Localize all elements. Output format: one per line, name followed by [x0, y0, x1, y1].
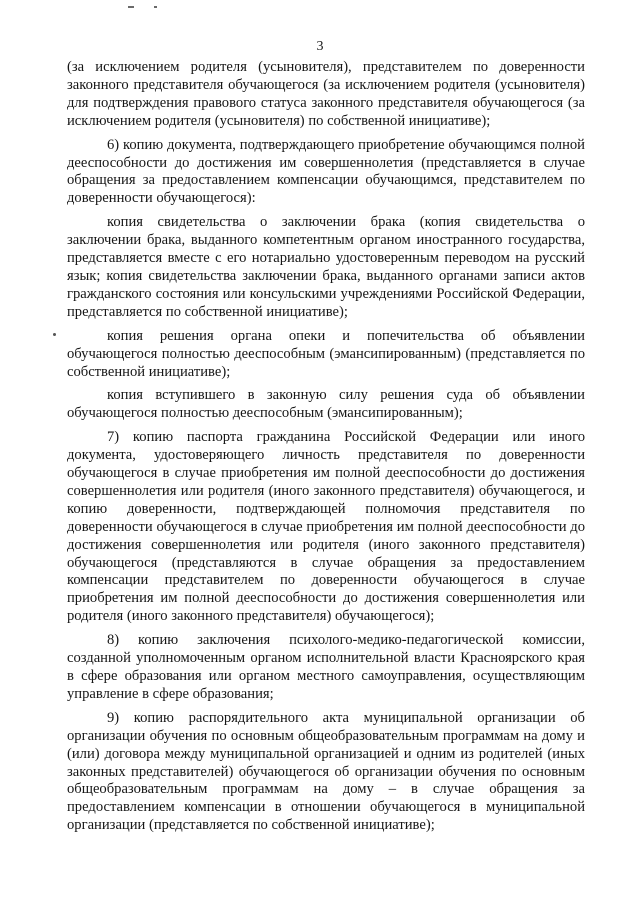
- scan-artifact-dot: [53, 333, 56, 336]
- paragraph-item-6: 6) копию документа, подтверждающего приобретение обучающимся полной дееспособности до достижения им совершеннолетия (представляется в случае обращения за предоставлением компенсации обучающимся, представителем по доверенности обучающегося):: [67, 136, 585, 207]
- paragraph-court-decision: копия вступившего в законную силу решения суда об объявлении обучающегося полностью дееспособным (эмансипированным);: [67, 387, 585, 422]
- paragraph-item-8: 8) копию заключения психолого-медико-педагогической комиссии, созданной уполномоченным органом исполнительной власти Красноярского края в сфере образования или органом местного самоуправления, осуществляющим управление в сфере образования;: [67, 632, 585, 702]
- paragraph-item-9: 9) копию распорядительного акта муниципальной организации об организации обучения по основным общеобразовательным программам на дому и (или) договора между муниципальной организацией и одним из родителей (иных законных представителей) обучающегося об организации обучения по основным общеобразовательным программам на дому – в случае обращения за предоставлением компенсации в отношении обучающегося в муниципальной организации (представляется по собственной инициативе);: [67, 709, 585, 834]
- document-body: [67, 59, 585, 835]
- scan-artifact-mark: [154, 6, 157, 8]
- paragraph-guardianship-decision: копия решения органа опеки и попечительства об объявлении обучающегося полностью дееспособным (эмансипированным) (представляется по собственной инициативе);: [67, 327, 585, 380]
- paragraph-continuation: (за исключением родителя (усыновителя), представителем по доверенности законного представителя обучающегося (за исключением родителя (усыновителя) для подтверждения правового статуса законного представителя обучающегося (за исключением родителя (усыновителя) по собственной инициативе);: [67, 59, 585, 129]
- scan-artifact-mark: [128, 6, 134, 8]
- paragraph-item-7: 7) копию паспорта гражданина Российской Федерации или иного документа, удостоверяющего личность представителя по доверенности обучающегося в случае приобретения им полной дееспособности до достижения совершеннолетия или родителя (иного законного представителя) обучающегося, и копию доверенности, подтверждающей полномочия представителя по доверенности обучающегося в случае приобретения им полной дееспособности до достижения совершеннолетия или родителя (иного законного представителя) обучающегося (представляются в случае обращения за предоставлением компенсации представителем по доверенности обучающегося в случае приобретения им полной дееспособности до достижения совершеннолетия или родителя (иного законного представителя) обучающегося);: [67, 429, 585, 625]
- page-number: 3: [316, 39, 324, 54]
- paragraph-marriage-certificate: копия свидетельства о заключении брака (копия свидетельства о заключении брака, выданного компетентным органом иностранного государства, представляется вместе с его нотариально удостоверенным переводом на русский язык; копия свидетельства заключении брака, выданного органами записи актов гражданского состояния или консульскими учреждениями Российской Федерации, представляется по собственной инициативе);: [67, 214, 585, 320]
